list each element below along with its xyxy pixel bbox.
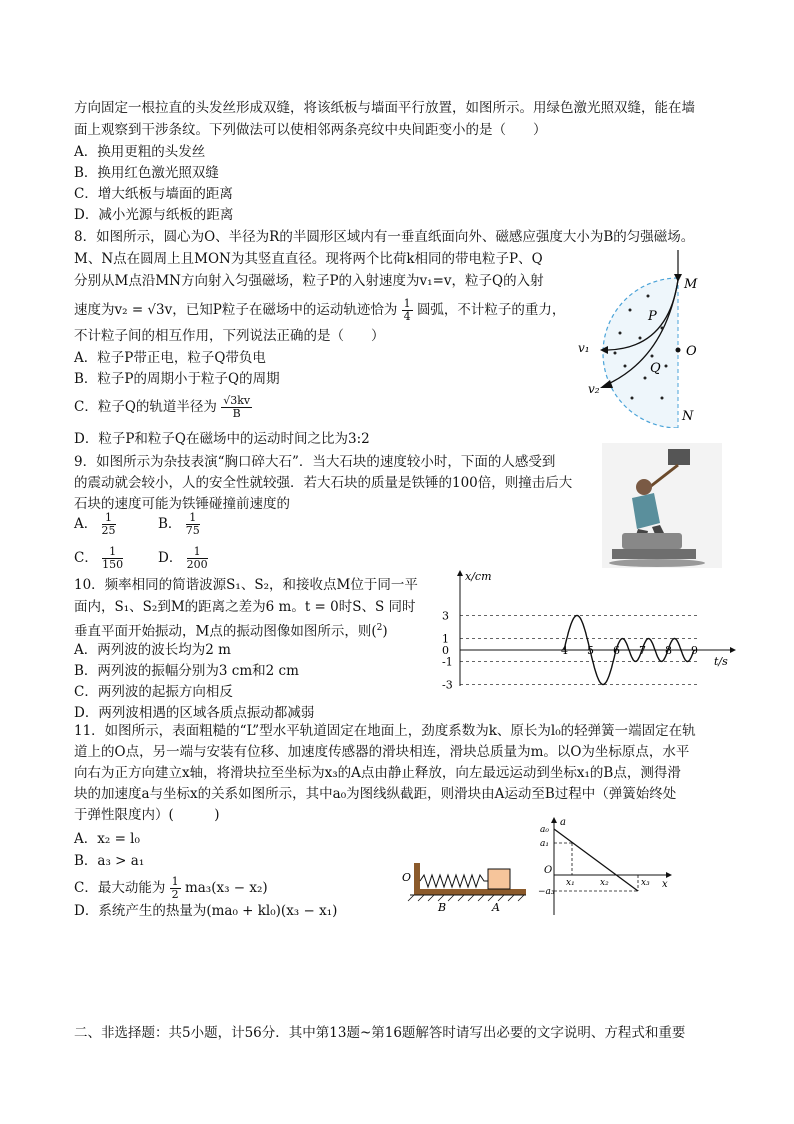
- q9-opt-a-frac: [102, 512, 116, 537]
- q7-option-c: C．增大纸板与墙面的距离: [74, 186, 233, 202]
- q9-opt-d-den: 200: [186, 558, 208, 571]
- fig1-label-o: O: [402, 871, 412, 884]
- q9-opt-b-letter: B．: [158, 516, 182, 532]
- q8-text-5: 不计粒子间的相互作用，下列说法正确的是（ ）: [74, 328, 385, 344]
- q7-option-b: B．换用红色激光照双缝: [74, 165, 219, 181]
- q9-text-3: 石块的速度可能为铁锤碰撞前速度的: [74, 496, 290, 512]
- label-v2: v₂: [588, 382, 600, 396]
- q11-text-5: 于弹性限度内）( ): [74, 807, 220, 823]
- q10-option-a: A．两列波的波长均为2 m: [74, 642, 231, 658]
- acrobat-photo: [602, 443, 722, 568]
- q8-text-4: [74, 298, 565, 323]
- spring: [420, 875, 488, 887]
- y-tick-label-0: 3: [442, 609, 449, 623]
- q9-opt-d-letter: D．: [158, 550, 183, 566]
- q8-frac-den: 4: [403, 310, 411, 323]
- q7-text-1: 方向固定一根拉直的头发丝形成双缝，将该纸板与墙面平行放置，如图所示。用绿色激光照双缝，能在墙: [74, 100, 695, 116]
- y-tick-label-3: -1: [442, 655, 453, 669]
- section2-heading: 二、非选择题：共5小题，计56分．其中第13题~第16题解答时请写出必要的文字说明、方程式和重要: [74, 1025, 686, 1041]
- fig2-label-na3: −a₃: [538, 887, 555, 897]
- q9-opt-b-num: 1: [186, 512, 200, 525]
- q10-text-1: 10．频率相同的简谐波源S₁、S₂，和接收点M位于同一平: [74, 577, 418, 593]
- x-tick-label-4: 8: [665, 644, 672, 657]
- q10-text-3a: 垂直平面开始振动，M点的振动图像如图所示，则(: [74, 623, 377, 640]
- acceleration-graph: [538, 815, 678, 917]
- y-tick-label-4: -3: [442, 678, 453, 692]
- q8-fraction: [402, 298, 413, 323]
- hammer-head: [668, 449, 690, 465]
- q8-text-4b: 圆弧，不计粒子的重力，: [416, 302, 566, 318]
- q11-option-d: D．系统产生的热量为(ma₀ + kl₀)(x₃ − x₁): [74, 903, 338, 919]
- q8-frac-num: 1: [403, 297, 411, 310]
- label-p: P: [648, 309, 657, 324]
- q11-option-c: [74, 876, 268, 901]
- q9-opt-d-frac: [187, 546, 208, 571]
- q11-option-b: B．a₃ > a₁: [74, 853, 145, 869]
- x-tick-label-1: 5: [587, 644, 594, 657]
- q9-opt-c-num: 1: [102, 546, 123, 559]
- q9-option-d: [158, 546, 208, 571]
- fig2-label-a1: a₁: [540, 839, 549, 849]
- performer-head: [636, 479, 652, 495]
- slider-block: [488, 869, 510, 889]
- y-axis-label: x/cm: [465, 570, 492, 583]
- q7-option-a: A．换用更粗的头发丝: [74, 144, 206, 160]
- fig1-label-a: A: [492, 901, 500, 913]
- q10-option-c: C．两列波的起振方向相反: [74, 684, 233, 700]
- q9-option-b: [158, 512, 200, 537]
- q11-optc-den: 2: [171, 888, 179, 901]
- label-o: O: [686, 344, 697, 359]
- q11-text-3: 向右为正方向建立x轴，将滑块拉至坐标为x₃的A点由静止释放，向左最远运动到坐标x₁的B点，测得滑: [74, 765, 681, 781]
- q9-option-a: [74, 512, 116, 537]
- fig2-label-o: O: [544, 865, 553, 876]
- vibration-chart: [440, 568, 740, 693]
- stone-slab: [622, 533, 682, 549]
- q7-option-d: D．减小光源与纸板的距离: [74, 207, 234, 223]
- q11-text-2: 道上的O点，另一端与安装有位移、加速度传感器的滑块相连，滑块总质量为m。以O为坐标原点，水平: [74, 744, 690, 760]
- fig2-label-x: x: [662, 879, 668, 890]
- fig2-label-x1: x₁: [566, 878, 575, 888]
- fig2-label-a: a: [560, 817, 566, 828]
- q8-option-c-text: C．粒子Q的轨道半径为: [74, 399, 217, 415]
- q9-text-2: 的震动就会较小，人的安全性就较强．若大石块的质量是铁锤的100倍，则撞击后大: [74, 475, 573, 491]
- y-tick-label-2: 0: [442, 644, 449, 657]
- label-m: M: [684, 277, 698, 292]
- q8-option-c-frac: [221, 395, 252, 420]
- label-q: Q: [650, 361, 661, 376]
- q8-text-3: 分别从M点沿MN方向射入匀强磁场，粒子P的入射速度为v₁=v，粒子Q的入射: [74, 273, 544, 289]
- q11-optc-pre: C．最大动能为: [74, 880, 166, 896]
- q8-option-d: D．粒子P和粒子Q在磁场中的运动时间之比为3:2: [74, 431, 370, 447]
- q8-option-b: B．粒子P的周期小于粒子Q的周期: [74, 371, 280, 387]
- q8-text-1: 8．如图所示，圆心为O、半径为R的半圆形区域内有一垂直纸面向外、磁感应强度大小为B的匀强磁场。: [74, 229, 695, 245]
- x-axis-label: t/s: [714, 655, 728, 668]
- q8-text-4a: 速度为v₂ = √3v，已知P粒子在磁场中的运动轨迹恰为: [74, 302, 398, 318]
- q9-opt-c-frac: [102, 546, 123, 571]
- x-tick-label-3: 7: [639, 644, 646, 657]
- q9-opt-b-frac: [186, 512, 200, 537]
- q11-optc-post: ma₃(x₃ − x₂): [184, 880, 268, 896]
- q7-text-2: 面上观察到干涉条纹。下列做法可以使相邻两条亮纹中央间距变小的是（ ）: [74, 122, 547, 138]
- q11-optc-num: 1: [171, 875, 179, 888]
- q9-opt-a-den: 25: [101, 524, 116, 537]
- q9-opt-a-num: 1: [102, 512, 116, 525]
- q8-text-2: M、N点在圆周上且MON为其竖直直径。现将两个比荷k相同的带电粒子P、Q: [74, 251, 543, 267]
- fig2-label-x2: x₂: [600, 878, 609, 888]
- q10-text-3: [74, 619, 388, 641]
- q10-text-2: 面内，S₁、S₂到M的距离之差为6 m。t = 0时S、S 同时: [74, 599, 416, 615]
- q8-optc-num: √3kv: [223, 394, 251, 407]
- x-tick-label-0: 4: [561, 644, 568, 657]
- q9-opt-c-letter: C．: [74, 550, 98, 566]
- q9-option-c: [74, 546, 123, 571]
- q11-optc-frac: [170, 876, 181, 901]
- q8-option-a: A．粒子P带正电，粒子Q带负电: [74, 350, 266, 366]
- q10-text-3c: ): [382, 623, 388, 640]
- y-tick-label-1: 1: [442, 632, 449, 646]
- q9-text-1: 9．如图所示为杂技表演“胸口碎大石”．当大石块的速度较小时，下面的人感受到: [74, 454, 556, 470]
- label-n: N: [682, 409, 694, 424]
- q11-text-4: 块的加速度a与坐标x的关系如图所示，其中a₀为图线纵截距，则滑块由A运动至B过程中（弹簧始终处: [74, 786, 677, 802]
- q9-opt-c-den: 150: [102, 558, 124, 571]
- q8-optc-den: B: [232, 407, 241, 420]
- q9-opt-a-letter: A．: [74, 516, 98, 532]
- fig1-label-b: B: [438, 901, 447, 913]
- label-v1: v₁: [578, 341, 590, 355]
- q10-sup: 2: [376, 623, 383, 633]
- l-track: [414, 889, 526, 895]
- q10-option-b: B．两列波的振幅分别为3 cm和2 cm: [74, 663, 299, 679]
- q11-option-a: A．x₂ = l₀: [74, 831, 140, 847]
- center-o: [676, 348, 681, 353]
- x-tick-label-5: 9: [691, 644, 698, 657]
- x-tick-label-2: 6: [613, 644, 620, 657]
- fig2-label-a0: a₀: [540, 825, 549, 835]
- q9-opt-d-num: 1: [187, 546, 208, 559]
- q11-text-1: 11．如图所示，表面粗糙的“L”型水平轨道固定在地面上，劲度系数为k、原长为l₀的轻弹簧一端固定在轨: [74, 723, 696, 739]
- q10-option-d: D．两列波相遇的区域各质点振动都减弱: [74, 705, 315, 721]
- q8-option-c: [74, 395, 252, 420]
- q9-opt-b-den: 75: [185, 524, 200, 537]
- q8-magnetic-field-figure: [570, 248, 720, 428]
- fig2-label-x3: x₃: [641, 878, 650, 888]
- spring-block-figure: [400, 855, 530, 913]
